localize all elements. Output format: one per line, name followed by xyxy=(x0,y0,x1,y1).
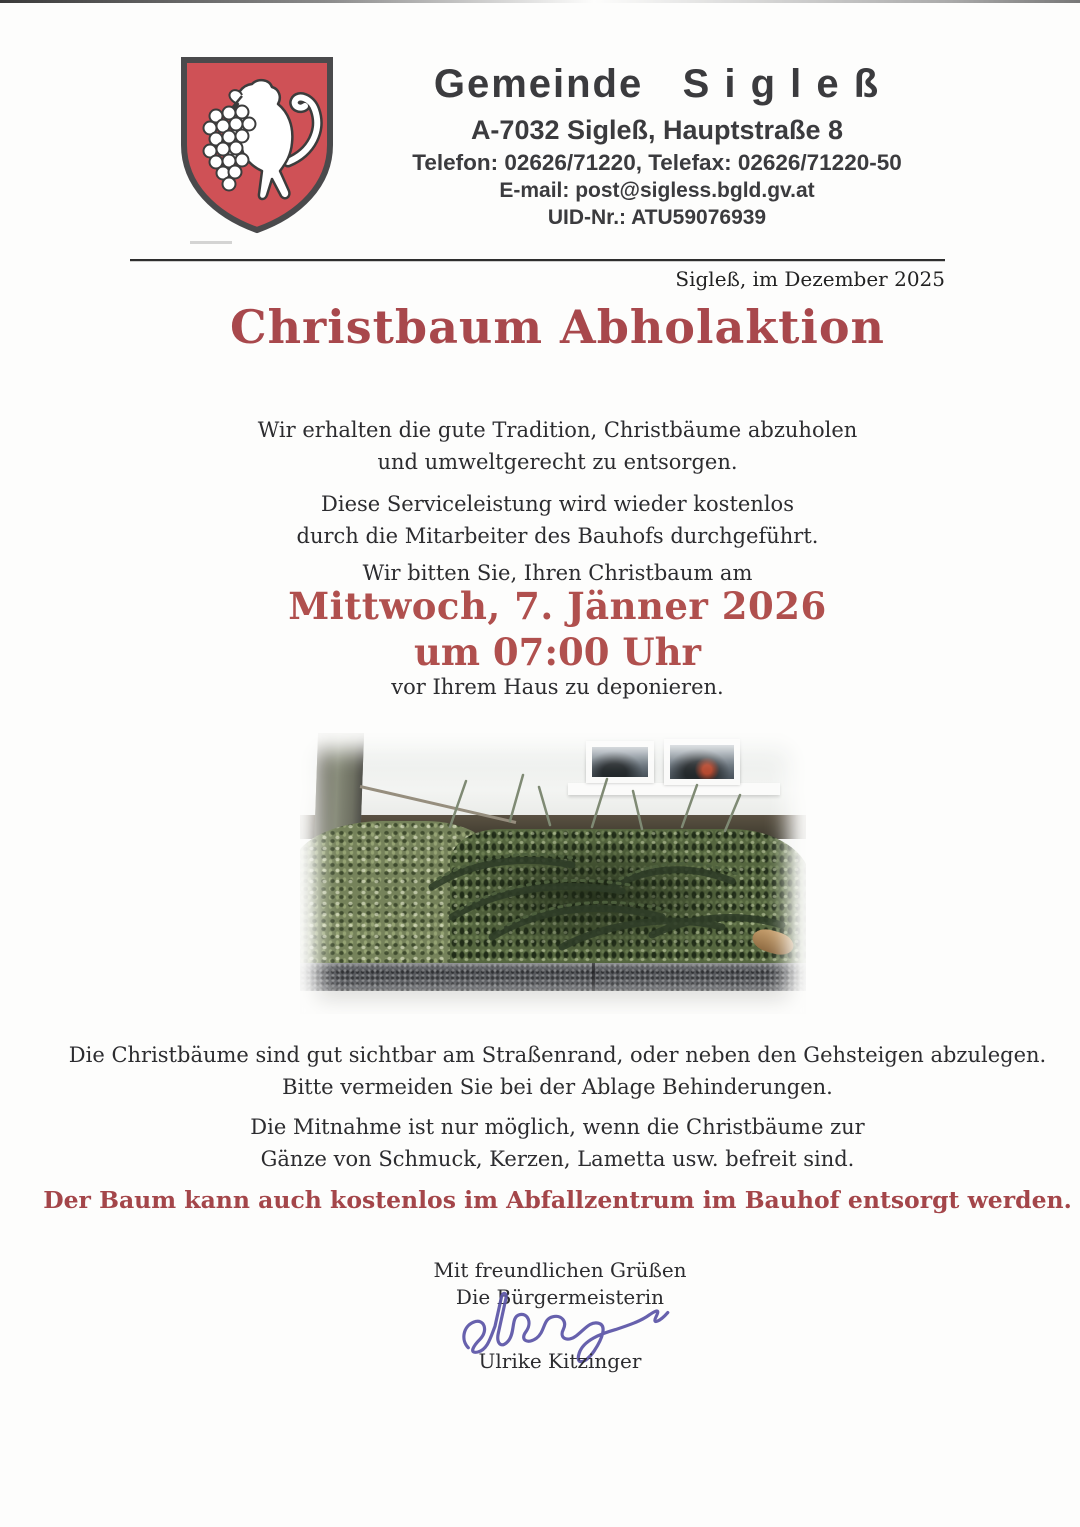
pickup-date: Mittwoch, 7. Jänner 2026 xyxy=(288,584,827,628)
paragraph-line: Gänze von Schmuck, Kerzen, Lametta usw. befreit sind. xyxy=(260,1146,855,1171)
photo-curb-joint xyxy=(592,963,595,991)
paragraph-line: Die Christbäume sind gut sichtbar am Straßenrand, oder neben den Gehsteigen abzulegen. xyxy=(68,1043,1047,1067)
pickup-time: um 07:00 Uhr xyxy=(413,630,702,674)
page-title: Christbaum Abholaktion xyxy=(230,300,885,354)
paragraph-line: vor Ihrem Haus zu deponieren. xyxy=(391,675,724,699)
letterhead-email: E-mail: post@sigless.bgld.gv.at xyxy=(499,179,815,202)
placement-paragraph xyxy=(20,1040,1080,1103)
paragraph-line: durch die Mitarbeiter des Bauhofs durchgeführt. xyxy=(296,523,819,548)
condition-paragraph xyxy=(20,1112,1080,1175)
paragraph-line: Wir bitten Sie, Ihren Christbaum am xyxy=(362,561,753,585)
disposal-note: Der Baum kann auch kostenlos im Abfallzentrum im Bauhof entsorgt werden. xyxy=(43,1186,1072,1214)
signer-name: Ulrike Kitzinger xyxy=(478,1349,642,1373)
scan-artifact-line xyxy=(0,0,1080,3)
coat-of-arms-icon xyxy=(172,50,342,240)
closing-greeting: Mit freundlichen Grüßen xyxy=(433,1258,687,1282)
christbaum-am-strassenrand-photo xyxy=(300,733,806,1014)
place-date-line: Sigleß, im Dezember 2025 xyxy=(675,267,945,291)
paragraph-line: Bitte vermeiden Sie bei der Ablage Behinderungen. xyxy=(282,1074,833,1099)
closing-role: Die Bürgermeisterin xyxy=(455,1285,665,1309)
paragraph-line: Diese Serviceleistung wird wieder kostenlos xyxy=(321,492,794,516)
letterhead-address: A-7032 Sigleß, Hauptstraße 8 xyxy=(470,115,844,145)
intro-paragraph xyxy=(20,415,1080,478)
letterhead-phone-fax: Telefon: 02626/71220, Telefax: 02626/71220-50 xyxy=(412,149,902,175)
letterhead xyxy=(368,62,946,232)
photo-pavement xyxy=(300,991,806,1014)
scan-speck xyxy=(190,241,232,244)
service-paragraph xyxy=(20,489,1080,552)
letterhead-uid: UID-Nr.: ATU59076939 xyxy=(547,206,767,230)
divider xyxy=(130,259,945,261)
paragraph-line: und umweltgerecht zu entsorgen. xyxy=(377,449,738,474)
paragraph-line: Die Mitnahme ist nur möglich, wenn die Christbäume zur xyxy=(250,1115,865,1139)
municipality-name: Gemeinde S i g l e ß xyxy=(433,62,881,106)
photo-fallen-christmas-tree xyxy=(390,765,806,983)
deposit-line xyxy=(20,672,1080,704)
photo-curb xyxy=(300,963,806,991)
paragraph-line: Wir erhalten die gute Tradition, Christbäume abzuholen xyxy=(257,418,858,442)
